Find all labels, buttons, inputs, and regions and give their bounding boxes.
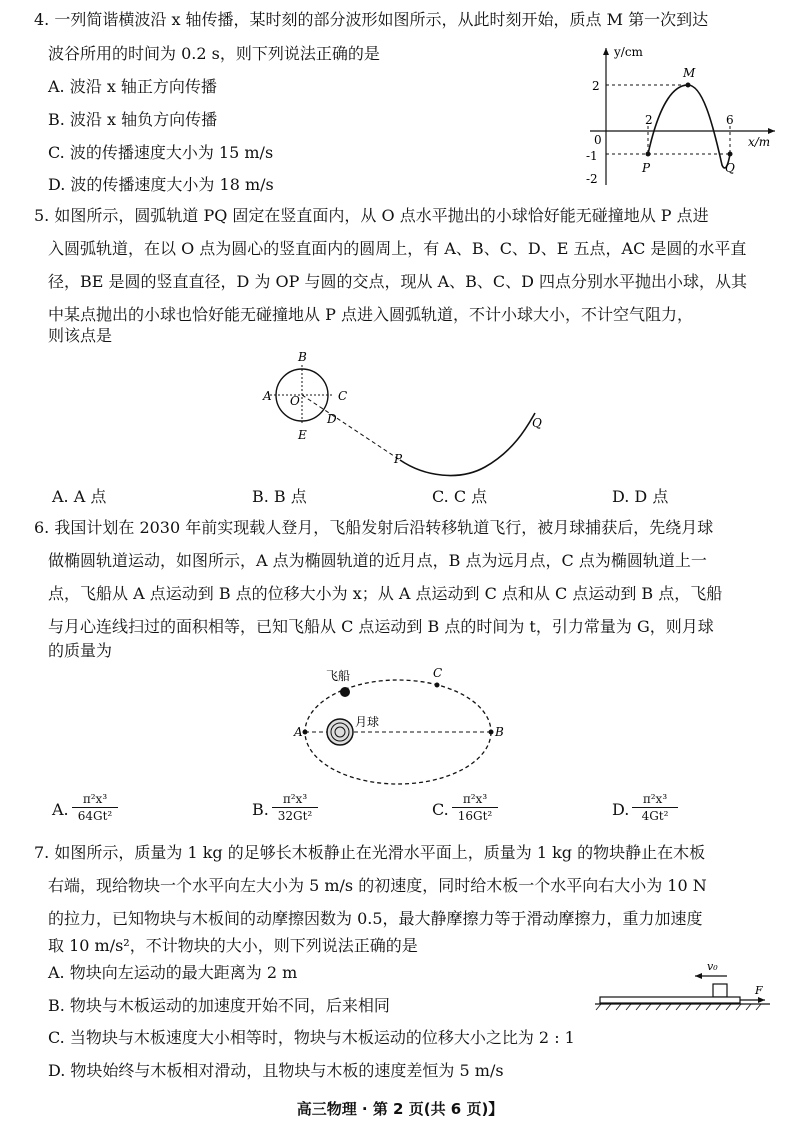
q6-stem-line-2: 做椭圆轨道运动，如图所示，A 点为椭圆轨道的近月点，B 点为远月点，C 点为椭圆轨道上一 [48, 551, 707, 570]
q4-option-b: B. 波沿 x 轴负方向传播 [48, 110, 218, 129]
q5-label-a: A [263, 389, 272, 403]
q6-stem-line-1: 6. 我国计划在 2030 年前实现载人登月，飞船发射后沿转移轨道飞行，被月球捕获后，先绕月球 [34, 518, 714, 537]
q5-stem-line-5: 则该点是 [48, 326, 113, 345]
q4-xtick-2: 2 [645, 113, 653, 127]
q5-label-p: P [394, 452, 403, 466]
q5-label-q: Q [532, 416, 542, 430]
q7-option-b: B. 物块与木板运动的加速度开始不同，后来相同 [48, 996, 390, 1015]
q5-label-b: B [298, 350, 307, 364]
q6-point-b: B [495, 725, 504, 739]
q7-board-diagram [595, 958, 775, 1018]
page-footer: 高三物理 · 第 2 页(共 6 页)】 [296, 1100, 504, 1118]
q6-stem-line-5: 的质量为 [48, 641, 113, 660]
q7-stem-line-1: 7. 如图所示，质量为 1 kg 的足够长木板静止在光滑水平面上，质量为 1 kg 的物块静止在木板 [34, 843, 706, 862]
q7-v0-label: v₀ [707, 960, 718, 973]
q4-option-a: A. 波沿 x 轴正方向传播 [48, 77, 217, 96]
q6-stem-line-3: 点，飞船从 A 点运动到 B 点的位移大小为 x；从 A 点运动到 C 点和从 C 点运动到 B 点，飞船 [48, 584, 723, 603]
q7-stem-line-4: 取 10 m/s²，不计物块的大小，则下列说法正确的是 [48, 936, 418, 955]
q5-stem-line-3: 径，BE 是圆的竖直直径，D 为 OP 与圆的交点，现从 A、B、C、D 四点分别水平抛出小球，从其 [48, 272, 748, 291]
q6-option-d-letter: D. [612, 800, 630, 819]
q6-option-c-fraction [452, 792, 498, 823]
q6-option-b-fraction [272, 792, 318, 823]
q4-ytick-2: 2 [592, 79, 600, 93]
q6-option-b-numerator: π²x³ [282, 792, 308, 806]
q6-point-a: A [294, 725, 303, 739]
q5-label-c: C [338, 389, 348, 403]
q4-point-p: P [642, 161, 651, 175]
q6-option-b-denominator: 32Gt² [277, 809, 313, 823]
q6-option-d-fraction [632, 792, 678, 823]
q4-stem-line-1: 4. 一列简谐横波沿 x 轴传播，某时刻的部分波形如图所示，从此时刻开始，质点 M 第一次到达 [34, 10, 709, 29]
q6-stem-line-4: 与月心连线扫过的面积相等，已知飞船从 C 点运动到 B 点的时间为 t，引力常量为 G，则月球 [48, 617, 714, 636]
q6-orbit-diagram [290, 662, 520, 792]
q6-option-c-numerator: π²x³ [462, 792, 488, 806]
q6-option-a-letter: A. [52, 800, 69, 819]
q7-option-a: A. 物块向左运动的最大距离为 2 m [48, 963, 298, 982]
q5-label-o: O [290, 394, 300, 408]
q5-stem-line-4: 中某点抛出的小球也恰好能无碰撞地从 P 点进入圆弧轨道，不计小球大小，不计空气阻力， [48, 305, 693, 324]
q6-option-c-letter: C. [432, 800, 449, 819]
q6-option-a-numerator: π²x³ [82, 792, 108, 806]
q4-point-m: M [683, 66, 696, 80]
q5-circle-track-diagram [250, 345, 550, 485]
q5-label-d: D [327, 412, 337, 426]
q5-stem-line-1: 5. 如图所示，圆弧轨道 PQ 固定在竖直面内，从 O 点水平抛出的小球恰好能无碰撞地从 P 点进 [34, 206, 709, 225]
q7-option-c: C. 当物块与木板速度大小相等时，物块与木板运动的位移大小之比为 2 : 1 [48, 1028, 575, 1047]
q6-option-a-denominator: 64Gt² [77, 809, 113, 823]
q6-option-b-letter: B. [252, 800, 269, 819]
q4-point-q: Q [725, 161, 735, 175]
q6-moon-label: 月球 [355, 715, 380, 729]
q5-option-b: B. B 点 [252, 487, 307, 506]
q4-option-d: D. 波的传播速度大小为 18 m/s [48, 175, 274, 194]
q4-ylabel: y/cm [614, 45, 643, 59]
q5-label-e: E [298, 428, 307, 442]
q6-point-c: C [433, 666, 443, 680]
q7-stem-line-2: 右端，现给物块一个水平向左大小为 5 m/s 的初速度，同时给木板一个水平向右大小为 10 N [48, 876, 707, 895]
q6-option-a-fraction [72, 792, 118, 823]
q7-f-label: F [755, 984, 763, 997]
q4-ytick-m1: -1 [586, 149, 598, 163]
q6-option-d-numerator: π²x³ [642, 792, 668, 806]
q4-option-c: C. 波的传播速度大小为 15 m/s [48, 143, 274, 162]
q4-ytick-m2: -2 [586, 172, 598, 186]
q4-xlabel: x/m [748, 135, 771, 149]
q6-option-d-denominator: 4Gt² [641, 809, 669, 823]
q6-option-c-denominator: 16Gt² [457, 809, 493, 823]
q7-stem-line-3: 的拉力，已知物块与木板间的动摩擦因数为 0.5，最大静摩擦力等于滑动摩擦力，重力加速度 [48, 909, 703, 928]
q5-option-c: C. C 点 [432, 487, 488, 506]
q6-ship-label: 飞船 [326, 669, 351, 683]
q4-origin: 0 [594, 133, 602, 147]
q5-stem-line-2: 入圆弧轨道，在以 O 点为圆心的竖直面内的圆周上，有 A、B、C、D、E 五点，AC 是圆的水平直 [48, 239, 747, 258]
q5-option-a: A. A 点 [52, 487, 107, 506]
q4-xtick-6: 6 [726, 113, 734, 127]
q4-wave-graph [580, 40, 780, 190]
q5-option-d: D. D 点 [612, 487, 669, 506]
q4-stem-line-2: 波谷所用的时间为 0.2 s，则下列说法正确的是 [48, 44, 380, 63]
q7-option-d: D. 物块始终与木板相对滑动，且物块与木板的速度差恒为 5 m/s [48, 1061, 504, 1080]
